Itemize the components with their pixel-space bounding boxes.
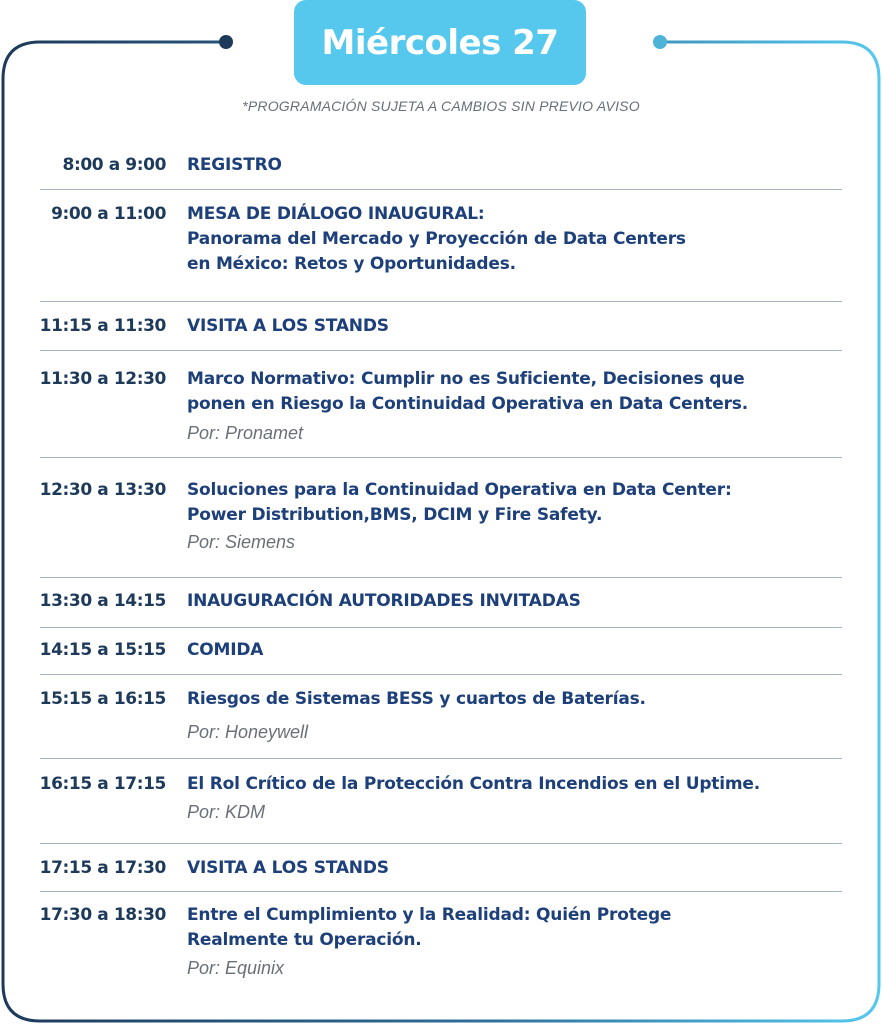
session-title: INAUGURACIÓN AUTORIDADES INVITADAS [187,591,581,611]
row-divider [40,843,842,844]
session-speaker: Por: Pronamet [187,423,304,443]
session-time: 8:00 a 9:00 [62,155,166,175]
session-title-line: Panorama del Mercado y Proyección de Data Centers [187,229,686,249]
right-dot-decoration [653,35,667,49]
session-time: 17:15 a 17:30 [39,858,166,878]
session-speaker: Por: KDM [187,802,266,822]
session-title [187,202,847,277]
row-divider [40,758,842,759]
session-title: VISITA A LOS STANDS [187,858,389,878]
session-title-line: Soluciones para la Continuidad Operativa en Data Center: [187,480,732,500]
session-title: COMIDA [187,640,264,660]
schedule-disclaimer: *PROGRAMACIÓN SUJETA A CAMBIOS SIN PREVIO AVISO [242,98,640,114]
day-title: Miércoles 27 [321,22,559,63]
session-title: REGISTRO [187,155,282,175]
session-time: 16:15 a 17:15 [39,774,166,794]
session-title-line: en México: Retos y Oportunidades. [187,254,516,274]
session-time: 9:00 a 11:00 [51,204,166,224]
row-divider [40,189,842,190]
session-title: VISITA A LOS STANDS [187,316,389,336]
session-title-line: Entre el Cumplimiento y la Realidad: Quién Protege [187,905,672,925]
session-time: 15:15 a 16:15 [39,689,166,709]
session-title-line: Power Distribution,BMS, DCIM y Fire Safety. [187,505,603,525]
session-time: 11:15 a 11:30 [39,316,166,336]
session-title [187,367,847,417]
left-dot-decoration [219,35,233,49]
row-divider [40,627,842,628]
row-divider [40,350,842,351]
session-time: 12:30 a 13:30 [39,480,166,500]
row-divider [40,577,842,578]
day-header [294,0,586,85]
session-title: El Rol Crítico de la Protección Contra Incendios en el Uptime. [187,774,760,794]
row-divider [40,891,842,892]
session-time: 11:30 a 12:30 [39,369,166,389]
session-time: 17:30 a 18:30 [39,905,166,925]
session-speaker: Por: Equinix [187,958,285,978]
session-title-line: Realmente tu Operación. [187,930,422,950]
session-speaker: Por: Honeywell [187,722,309,742]
session-title-line: ponen en Riesgo la Continuidad Operativa en Data Centers. [187,394,748,414]
session-time: 14:15 a 15:15 [39,640,166,660]
session-time: 13:30 a 14:15 [39,591,166,611]
session-title: Riesgos de Sistemas BESS y cuartos de Baterías. [187,689,646,709]
row-divider [40,457,842,458]
session-title-line: Marco Normativo: Cumplir no es Suficiente, Decisiones que [187,369,745,389]
session-title [187,903,847,953]
row-divider [40,674,842,675]
row-divider [40,301,842,302]
session-title [187,478,847,528]
session-title-line: MESA DE DIÁLOGO INAUGURAL: [187,204,485,224]
session-speaker: Por: Siemens [187,532,296,552]
